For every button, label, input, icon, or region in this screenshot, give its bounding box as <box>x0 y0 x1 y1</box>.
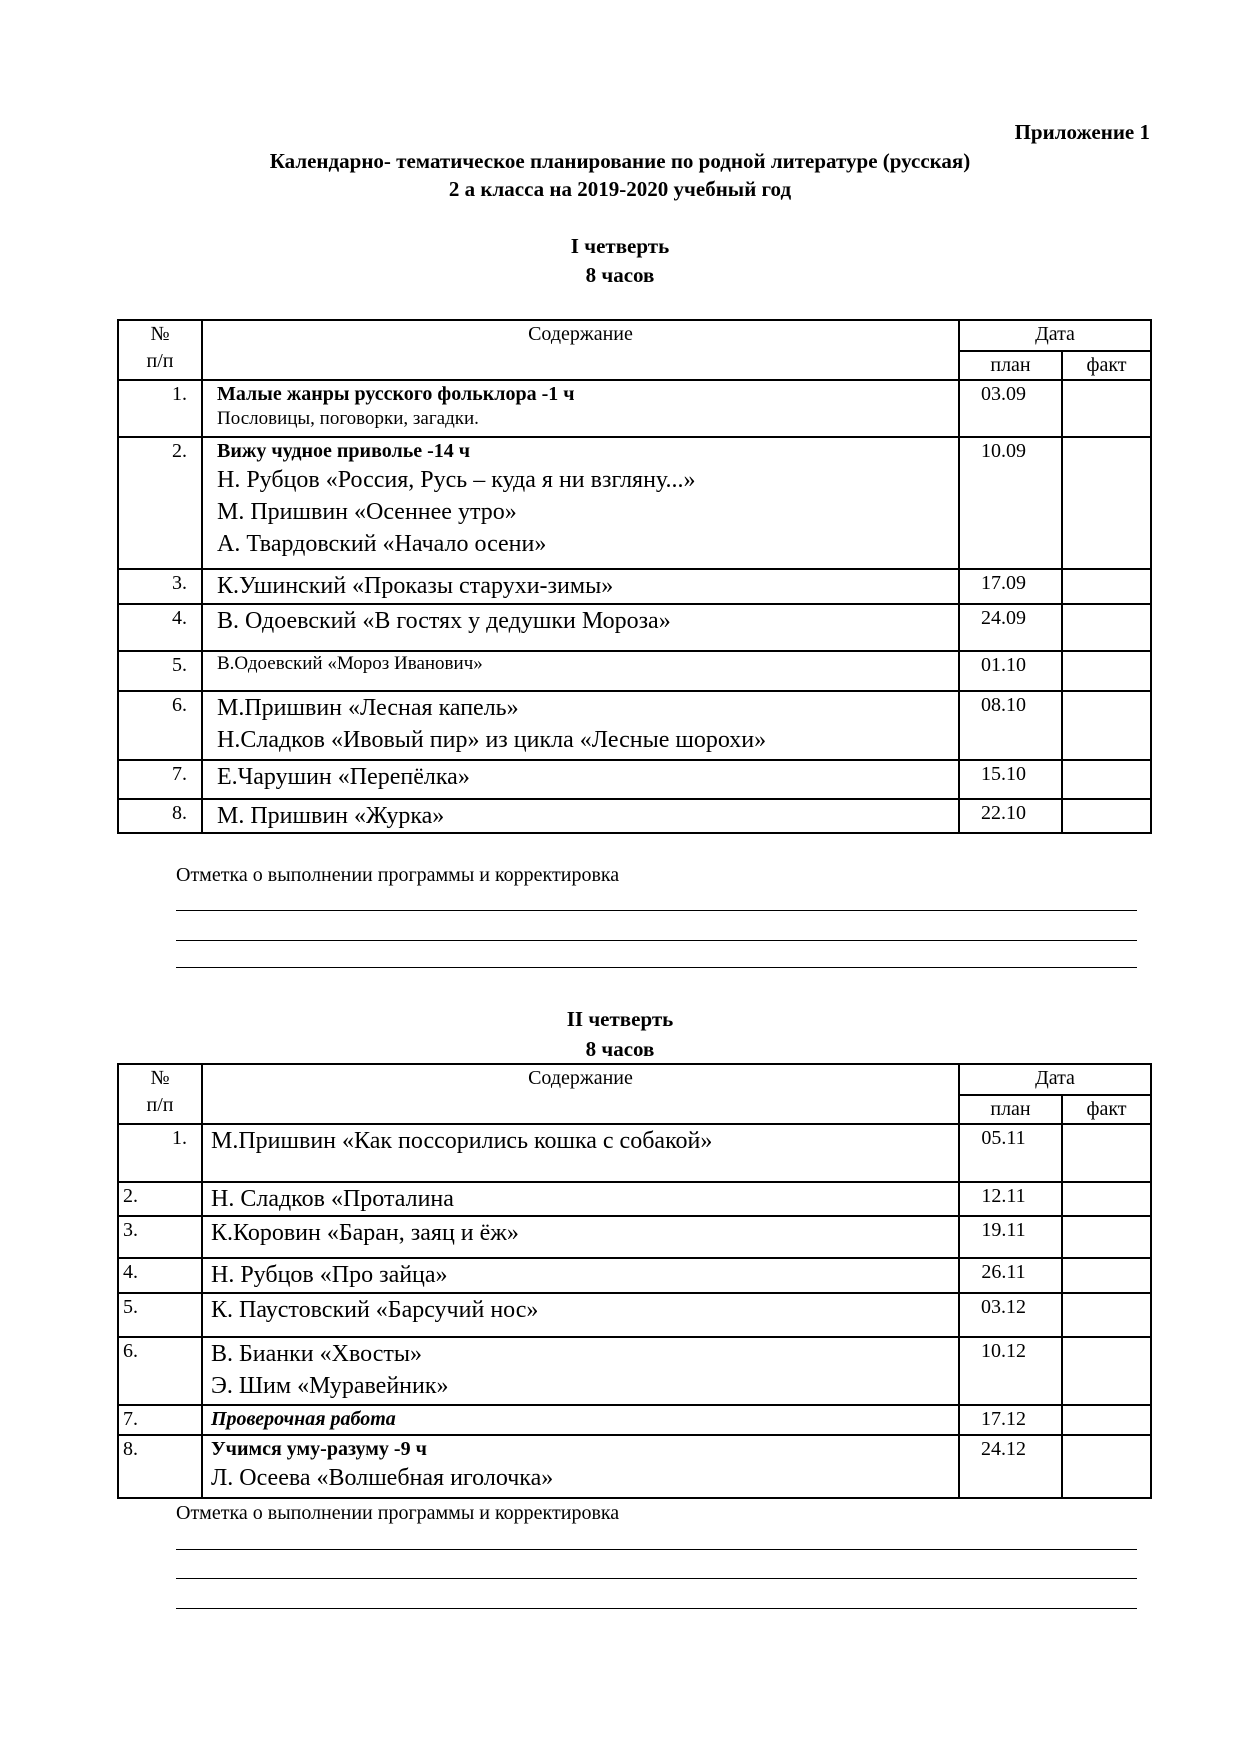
header-plan: план <box>959 1095 1062 1124</box>
table-row <box>118 1182 1151 1216</box>
row-content <box>202 569 959 604</box>
table-row <box>118 604 1151 651</box>
header-number-sign: № <box>150 1067 170 1089</box>
note-line <box>176 1578 1137 1579</box>
note-line <box>176 967 1137 968</box>
row-content <box>202 380 959 437</box>
content-line: Е.Чарушин «Перепёлка» <box>217 764 470 790</box>
row-number: 1. <box>118 380 202 437</box>
row-number: 6. <box>118 691 202 760</box>
content-line: М. Пришвин «Журка» <box>217 803 445 829</box>
header-fact: факт <box>1062 1095 1151 1124</box>
header-plan: план <box>959 351 1062 380</box>
row-number: 2. <box>118 1182 202 1216</box>
content-line: М. Пришвин «Осеннее утро» <box>217 499 517 525</box>
plan-date: 03.09 <box>959 380 1062 437</box>
fact-date[interactable] <box>1062 380 1151 437</box>
row-number: 2. <box>118 437 202 569</box>
row-content <box>202 1124 959 1182</box>
appendix-label: Приложение 1 <box>1014 120 1150 144</box>
note-line <box>176 910 1137 911</box>
content-line: Малые жанры русского фольклора -1 ч <box>217 383 575 405</box>
table-row <box>118 1124 1151 1182</box>
fact-date[interactable] <box>1062 1435 1151 1498</box>
quarter-2-hours: 8 часов <box>585 1037 655 1061</box>
header-number <box>118 1064 202 1124</box>
content-line: Н. Сладков «Проталина <box>211 1186 454 1212</box>
content-line: Н. Рубцов «Про зайца» <box>211 1262 448 1288</box>
content-line: К. Паустовский «Барсучий нос» <box>211 1297 539 1323</box>
table-row <box>118 569 1151 604</box>
plan-date: 10.09 <box>959 437 1062 569</box>
row-content <box>202 1293 959 1337</box>
content-line: Проверочная работа <box>211 1408 396 1430</box>
header-number-sign: № <box>150 323 170 345</box>
row-content <box>202 1435 959 1498</box>
content-line: Пословицы, поговорки, загадки. <box>217 408 479 429</box>
row-number: 8. <box>118 1435 202 1498</box>
plan-date: 17.09 <box>959 569 1062 604</box>
table-row <box>118 1293 1151 1337</box>
table-row <box>118 799 1151 833</box>
row-number: 7. <box>118 760 202 799</box>
header-date: Дата <box>959 1064 1151 1095</box>
content-line: Н.Сладков «Ивовый пир» из цикла «Лесные шорохи» <box>217 727 767 753</box>
row-content <box>202 1216 959 1258</box>
row-content <box>202 1258 959 1293</box>
content-line: Учимся уму-разуму -9 ч <box>211 1438 427 1460</box>
note-line <box>176 1608 1137 1609</box>
row-content <box>202 1405 959 1435</box>
table-row <box>118 437 1151 569</box>
row-number: 4. <box>118 604 202 651</box>
row-number: 5. <box>118 1293 202 1337</box>
content-line: М.Пришвин «Как поссорились кошка с собакой» <box>211 1128 713 1154</box>
table-row <box>118 380 1151 437</box>
plan-date: 24.12 <box>959 1435 1062 1498</box>
plan-date: 15.10 <box>959 760 1062 799</box>
row-content <box>202 799 959 833</box>
fact-date[interactable] <box>1062 691 1151 760</box>
quarter-2-title: II четверть <box>566 1007 674 1031</box>
table-row <box>118 1405 1151 1435</box>
plan-date: 03.12 <box>959 1293 1062 1337</box>
table-row <box>118 691 1151 760</box>
note-line <box>176 1549 1137 1550</box>
header-row <box>118 1064 1151 1095</box>
header-date: Дата <box>959 320 1151 351</box>
plan-date: 12.11 <box>959 1182 1062 1216</box>
quarter-1-hours: 8 часов <box>585 263 655 287</box>
row-content <box>202 1182 959 1216</box>
quarter-2-table <box>117 1063 1152 1499</box>
row-number: 4. <box>118 1258 202 1293</box>
fact-date[interactable] <box>1062 1293 1151 1337</box>
table-row <box>118 651 1151 691</box>
header-row <box>118 320 1151 351</box>
row-content <box>202 760 959 799</box>
content-line: К.Ушинский «Проказы старухи-зимы» <box>217 573 614 599</box>
fact-date[interactable] <box>1062 604 1151 651</box>
fact-date[interactable] <box>1062 799 1151 833</box>
header-number <box>118 320 202 380</box>
quarter-1-table <box>117 319 1152 834</box>
content-line: М.Пришвин «Лесная капель» <box>217 695 519 721</box>
quarter-1-title: I четверть <box>570 234 670 258</box>
plan-date: 22.10 <box>959 799 1062 833</box>
content-line: В. Одоевский «В гостях у дедушки Мороза» <box>217 608 671 634</box>
row-content <box>202 437 959 569</box>
note-line <box>176 940 1137 941</box>
header-content: Содержание <box>202 1064 959 1124</box>
content-line: В. Бианки «Хвосты» <box>211 1341 422 1367</box>
completion-note-2: Отметка о выполнении программы и корректировка <box>176 1502 620 1524</box>
plan-date: 01.10 <box>959 651 1062 691</box>
row-number: 6. <box>118 1337 202 1405</box>
document-title: Календарно- тематическое планирование по родной литературе (русская) <box>269 149 971 173</box>
content-line: К.Коровин «Баран, заяц и ёж» <box>211 1220 519 1246</box>
content-line: Э. Шим «Муравейник» <box>211 1373 449 1399</box>
plan-date: 08.10 <box>959 691 1062 760</box>
fact-date[interactable] <box>1062 1258 1151 1293</box>
table-row <box>118 1435 1151 1498</box>
row-number: 3. <box>118 1216 202 1258</box>
content-line: В.Одоевский «Мороз Иванович» <box>217 653 483 674</box>
completion-note-1: Отметка о выполнении программы и корректировка <box>176 864 620 886</box>
fact-date[interactable] <box>1062 1405 1151 1435</box>
fact-date[interactable] <box>1062 437 1151 569</box>
row-content <box>202 651 959 691</box>
plan-date: 26.11 <box>959 1258 1062 1293</box>
plan-date: 10.12 <box>959 1337 1062 1405</box>
document-subtitle: 2 а класса на 2019-2020 учебный год <box>448 177 792 201</box>
table-row <box>118 1216 1151 1258</box>
table-row <box>118 1337 1151 1405</box>
fact-date[interactable] <box>1062 1216 1151 1258</box>
header-content: Содержание <box>202 320 959 380</box>
content-line: Н. Рубцов «Россия, Русь – куда я ни взгляну...» <box>217 467 696 493</box>
table-row <box>118 1258 1151 1293</box>
plan-date: 19.11 <box>959 1216 1062 1258</box>
plan-date: 17.12 <box>959 1405 1062 1435</box>
plan-date: 05.11 <box>959 1124 1062 1182</box>
row-content <box>202 1337 959 1405</box>
fact-date[interactable] <box>1062 1124 1151 1182</box>
row-content <box>202 604 959 651</box>
fact-date[interactable] <box>1062 1182 1151 1216</box>
header-fact: факт <box>1062 351 1151 380</box>
fact-date[interactable] <box>1062 651 1151 691</box>
row-number: 8. <box>118 799 202 833</box>
table-row <box>118 760 1151 799</box>
fact-date[interactable] <box>1062 760 1151 799</box>
row-content <box>202 691 959 760</box>
header-number-pp: п/п <box>146 1094 174 1116</box>
content-line: Вижу чудное приволье -14 ч <box>217 440 471 462</box>
content-line: Л. Осеева «Волшебная иголочка» <box>211 1465 554 1491</box>
row-number: 1. <box>118 1124 202 1182</box>
content-line: А. Твардовский «Начало осени» <box>217 531 547 557</box>
fact-date[interactable] <box>1062 569 1151 604</box>
row-number: 5. <box>118 651 202 691</box>
row-number: 3. <box>118 569 202 604</box>
fact-date[interactable] <box>1062 1337 1151 1405</box>
row-number: 7. <box>118 1405 202 1435</box>
plan-date: 24.09 <box>959 604 1062 651</box>
header-number-pp: п/п <box>146 350 174 372</box>
